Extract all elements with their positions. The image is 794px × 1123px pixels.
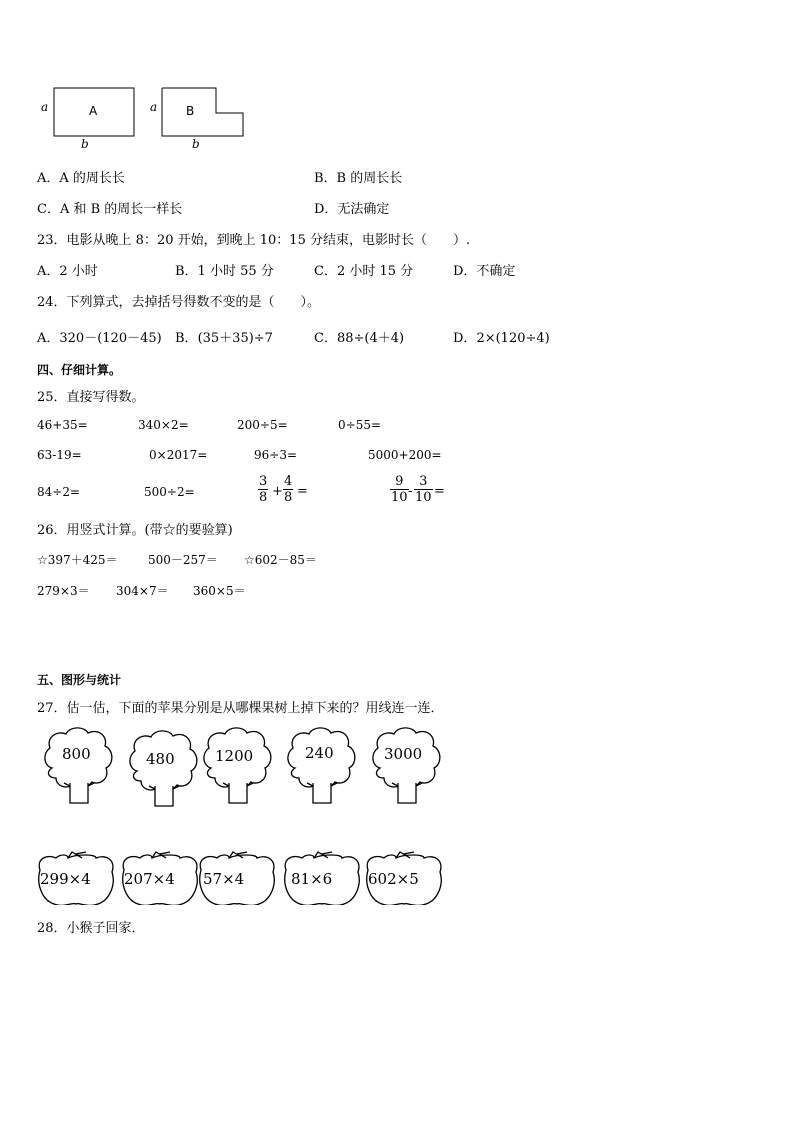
shape-a-side-label: a — [41, 100, 49, 114]
calc-item: 0÷55= — [338, 418, 382, 432]
fraction: 9 10 — [391, 474, 408, 505]
equals-sign: = — [434, 484, 445, 499]
apple-label: 207×4 — [124, 870, 175, 888]
q23-option-a: A．2 小时 — [37, 264, 98, 279]
q22-option-c: C．A 和 B 的周长一样长 — [37, 202, 183, 217]
tree-label: 240 — [305, 744, 334, 762]
q24-option-a: A．320－(120－45) — [37, 331, 162, 346]
q23-stem: 23．电影从晚上 8：20 开始，到晚上 10：15 分结束，电影时长（ ）. — [37, 233, 471, 248]
q23-option-c: C．2 小时 15 分 — [314, 264, 414, 279]
equals-sign: = — [297, 484, 308, 499]
q27-stem: 27．估一估，下面的苹果分别是从哪棵果树上掉下来的？用线连一连． — [37, 701, 444, 716]
perimeter-figure — [36, 80, 256, 155]
tree-2[interactable] — [130, 731, 197, 806]
q24-option-b: B．(35＋35)÷7 — [175, 331, 273, 346]
calc-item: 5000+200= — [368, 448, 442, 462]
q22-option-d: D．无法确定 — [314, 202, 390, 217]
shape-b-bottom-label: b — [192, 137, 200, 151]
tree-label: 480 — [146, 750, 175, 768]
q24-option-c: C．88÷(4＋4) — [314, 331, 405, 346]
tree-4[interactable] — [288, 728, 355, 803]
section-4-title: 四、仔细计算。 — [37, 363, 122, 377]
q23-option-d: D．不确定 — [453, 264, 516, 279]
calc-item: 46+35= — [37, 418, 88, 432]
section-5-title: 五、图形与统计 — [37, 673, 122, 687]
q24-option-d: D．2×(120÷4) — [453, 331, 550, 346]
calc-item: 84÷2= — [37, 485, 81, 499]
q24-stem: 24．下列算式，去掉括号得数不变的是（ ）。 — [37, 295, 321, 310]
shape-a-bottom-label: b — [81, 137, 89, 151]
q28-stem: 28．小猴子回家． — [37, 921, 145, 936]
calc-item: 500÷2= — [144, 485, 195, 499]
q22-option-b: B．B 的周长长 — [314, 171, 403, 186]
calc-item: 0×2017= — [149, 448, 208, 462]
calc-item: 340×2= — [138, 418, 189, 432]
minus-sign: - — [408, 484, 413, 499]
apple-label: 57×4 — [203, 870, 245, 888]
vertical-calc-item: ☆397＋425＝ — [37, 553, 118, 567]
tree-label: 3000 — [384, 745, 423, 763]
q26-stem: 26．用竖式计算。(带☆的要验算) — [37, 523, 233, 538]
q24-expr-b: (35＋35)÷7 — [197, 331, 273, 346]
tree-3[interactable] — [204, 728, 271, 803]
q25-stem: 25．直接写得数。 — [37, 390, 145, 405]
calc-item: 200÷5= — [237, 418, 288, 432]
vertical-calc-item: 279×3＝ — [37, 584, 90, 598]
shape-a-name: A — [89, 104, 98, 118]
apple-label: 81×6 — [291, 870, 333, 888]
q22-option-a: A．A 的周长长 — [37, 171, 125, 186]
q24-expr-c: 88÷(4＋4) — [336, 331, 405, 346]
calc-item: 96÷3= — [254, 448, 298, 462]
fraction: 4 8 — [284, 474, 293, 505]
q24-expr-d: 2×(120÷4) — [476, 331, 550, 346]
trees-row — [0, 720, 794, 810]
vertical-calc-item: ☆602－85＝ — [244, 553, 317, 567]
vertical-calc-item: 500－257＝ — [148, 553, 218, 567]
vertical-calc-item: 360×5＝ — [193, 584, 246, 598]
q23-option-b: B．1 小时 55 分 — [175, 264, 274, 279]
apple-label: 602×5 — [368, 870, 419, 888]
tree-label: 800 — [62, 745, 91, 763]
q24-expr-a: 320－(120－45) — [59, 331, 162, 346]
shape-b-side-label: a — [150, 100, 158, 114]
vertical-calc-item: 304×7＝ — [116, 584, 169, 598]
calc-item: 63-19= — [37, 448, 82, 462]
tree-label: 1200 — [215, 747, 254, 765]
l-shape-b — [162, 88, 243, 136]
apple-label: 299×4 — [40, 870, 91, 888]
shape-b-name: B — [186, 104, 195, 118]
fraction: 3 8 — [259, 474, 268, 505]
tree-5[interactable] — [373, 728, 440, 803]
plus-sign: + — [272, 484, 283, 499]
tree-1[interactable] — [45, 728, 112, 803]
fraction: 3 10 — [415, 474, 432, 505]
